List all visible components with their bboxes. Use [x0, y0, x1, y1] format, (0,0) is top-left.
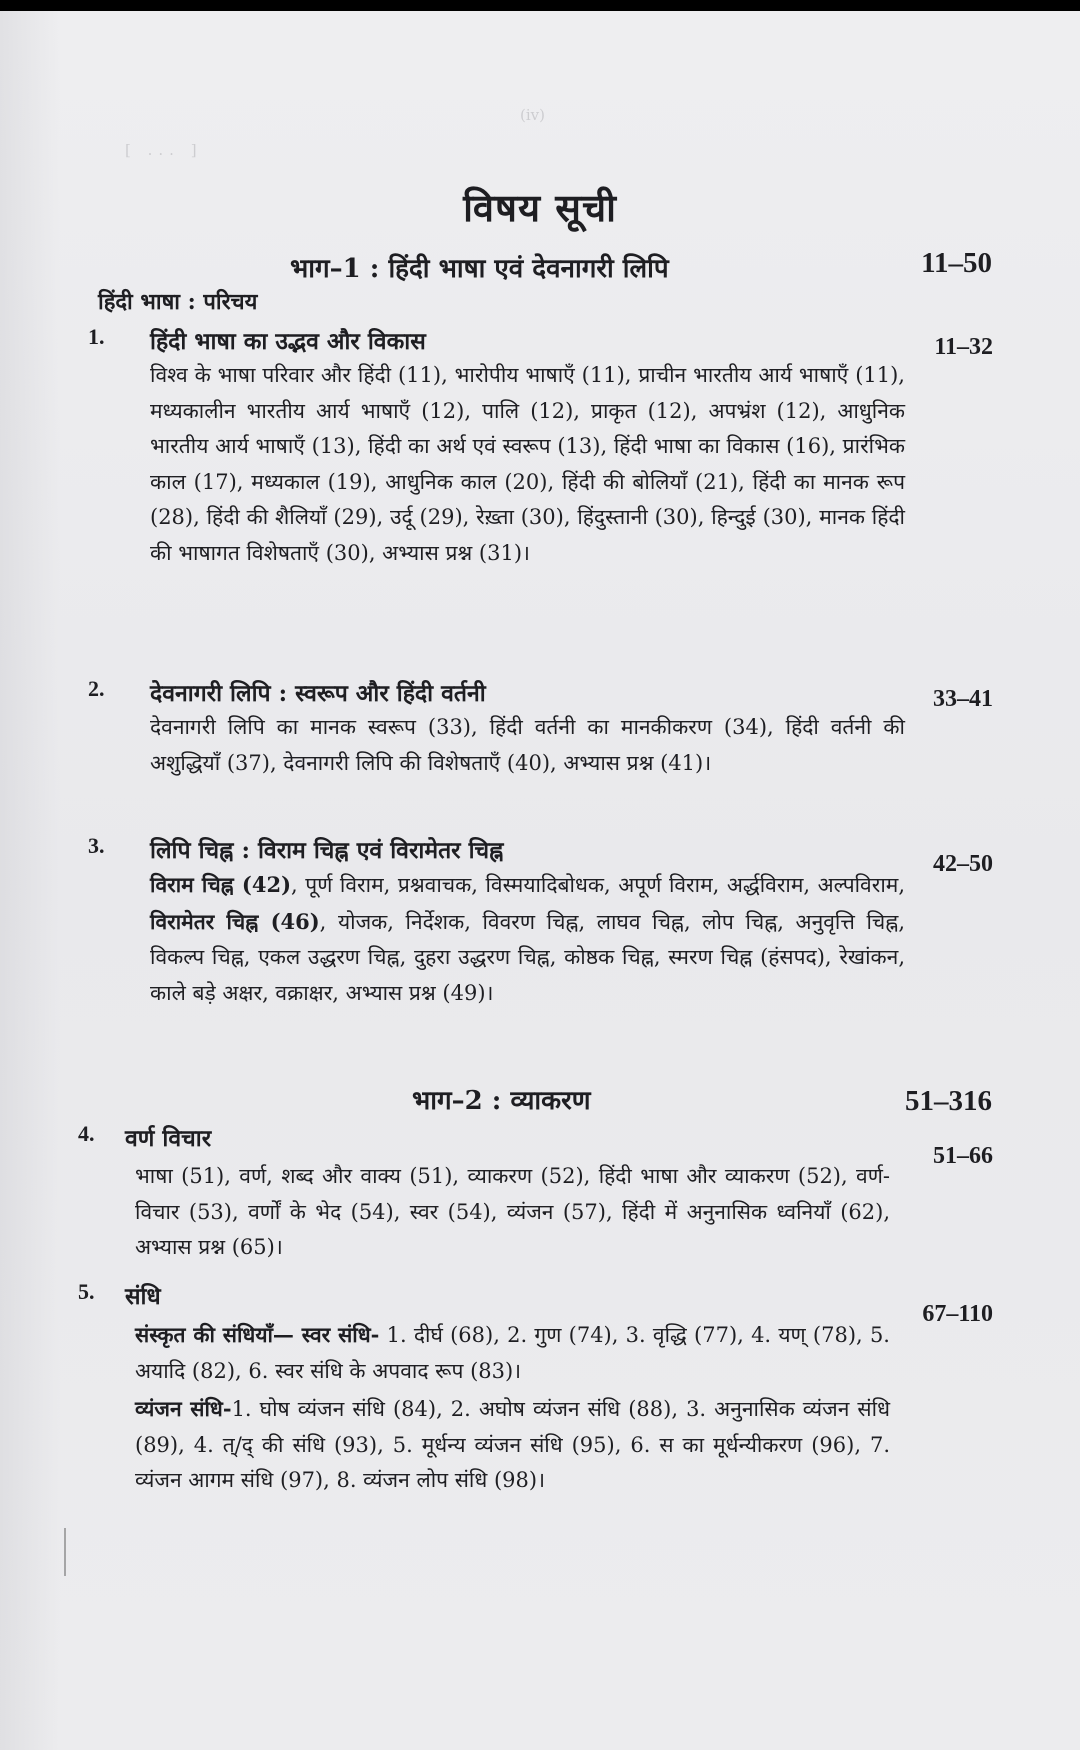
chapter-topics: भाषा (51), वर्ण, शब्द और वाक्य (51), व्याकरण (52), हिंदी भाषा और व्याकरण (52), वर्ण-विचार (53), वर्णों के भेद (54), स्वर (54), व्यंजन (57), हिंदी में अनुनासिक ध्वनियाँ (62), अभ्यास प्रश्न (65)।: [135, 1164, 890, 1259]
part-1-label: भाग–1 : हिंदी भाषा एवं देवनागरी लिपि: [290, 254, 669, 284]
chapter-title: हिंदी भाषा का उद्भव और विकास: [150, 328, 426, 355]
chapter-3: [88, 833, 993, 1063]
chapter-topics: देवनागरी लिपि का मानक स्वरूप (33), हिंदी वर्तनी का मानकीकरण (34), हिंदी वर्तनी की अशुद्धियाँ (37), देवनागरी लिपि की विशेषताएँ (40), अभ्यास प्रश्न (41)।: [150, 715, 905, 775]
chapter-title: वर्ण विचार: [125, 1125, 212, 1152]
chapter-number: 2.: [88, 676, 105, 701]
top-black-bar: [0, 0, 1080, 11]
part-2-range: 51–316: [905, 1085, 992, 1117]
chapter-title: लिपि चिह्न : विराम चिह्न एवं विरामेतर चिह्न: [150, 837, 504, 864]
margin-mark: [64, 1528, 66, 1576]
chapter-range: 42–50: [933, 851, 993, 877]
topic-bold: विराम चिह्न (42): [150, 872, 292, 897]
chapter-topics: विश्व के भाषा परिवार और हिंदी (11), भारोपीय भाषाएँ (11), प्राचीन भारतीय आर्य भाषाएँ (11), मध्यकालीन भारतीय आर्य भाषाएँ (12), पालि (12), प्राकृत (12), अपभ्रंश (12), आधुनिक भारतीय आर्य भाषाएँ (13), हिंदी का अर्थ एवं स्वरूप (13), हिंदी भाषा का विकास (16), प्रारंभिक काल (17), मध्यकाल (19), आधुनिक काल (20), हिंदी की बोलियाँ (21), हिंदी का मानक रूप (28), हिंदी की शैलियाँ (29), उर्दू (29), रेख़्ता (30), हिंदुस्तानी (30), हिन्दुई (30), मानक हिंदी की भाषागत विशेषताएँ (30), अभ्यास प्रश्न (31)।: [150, 363, 905, 565]
topic-bold: संस्कृत की संधियाँ— स्वर संधि-: [135, 1322, 380, 1347]
page-title: विषय सूची: [463, 185, 617, 230]
chapter-number: 4.: [78, 1121, 95, 1146]
chapter-1: [88, 324, 993, 664]
chapter-number: 1.: [88, 324, 105, 349]
chapter-number: 5.: [78, 1279, 95, 1304]
chapter-range: 33–41: [933, 686, 993, 712]
bleed-through-header: [ ... ]: [125, 141, 203, 159]
chapter-title: संधि: [125, 1283, 161, 1310]
bleed-through-page-marker: (iv): [520, 106, 545, 124]
topic-bold: विरामेतर चिह्न (46): [150, 908, 320, 934]
part-1-range: 11–50: [921, 247, 992, 279]
section-heading: हिंदी भाषा : परिचय: [98, 289, 258, 315]
chapter-range: 51–66: [933, 1143, 993, 1169]
chapter-title: देवनागरी लिपि : स्वरूप और हिंदी वर्तनी: [150, 680, 486, 707]
chapter-5: [78, 1279, 993, 1609]
topic-paragraph-vowel-sandhi: [135, 1317, 890, 1389]
topic-text: 1. घोष व्यंजन संधि (84), 2. अघोष व्यंजन संधि (88), 3. अनुनासिक व्यंजन संधि (89), 4. त्/द् की संधि (93), 5. मूर्धन्य व्यंजन संधि (95), 6. स का मूर्धन्यीकरण (96), 7. व्यंजन आगम संधि (97), 8. व्यंजन लोप संधि (98)।: [135, 1397, 890, 1492]
chapter-2: [88, 676, 993, 826]
topic-text: , योजक, निर्देशक, विवरण चिह्न, लाघव चिह्न, लोप चिह्न, अनुवृत्ति चिह्न, विकल्प चिह्न, एकल उद्धरण चिह्न, दुहरा उद्धरण चिह्न, कोष्ठक चिह्न, स्मरण चिह्न (हंसपद), रेखांकन, काले बड़े अक्षर, वक्राक्षर, अभ्यास प्रश्न (49)।: [150, 909, 905, 1005]
chapter-topics: [135, 1317, 890, 1501]
chapter-range: 11–32: [934, 334, 993, 360]
chapter-range: 67–110: [922, 1301, 993, 1327]
scanned-page: [0, 11, 1080, 1750]
chapter-number: 3.: [88, 833, 105, 858]
topic-bold: व्यंजन संधि-: [135, 1396, 232, 1421]
topic-text: , पूर्ण विराम, प्रश्नवाचक, विस्मयादिबोधक, अपूर्ण विराम, अर्द्धविराम, अल्पविराम,: [291, 873, 905, 897]
part-2-label: भाग–2 : व्याकरण: [412, 1086, 591, 1116]
chapter-4: [78, 1121, 993, 1271]
topic-text: 1. दीर्घ (68), 2. गुण (74), 3. वृद्धि (77), 4. यण् (78), 5. अयादि (82), 6. स्वर संधि के अपवाद रूप (83)।: [135, 1323, 890, 1383]
chapter-topics: [150, 867, 905, 1011]
topic-paragraph-consonant-sandhi: [135, 1391, 890, 1499]
